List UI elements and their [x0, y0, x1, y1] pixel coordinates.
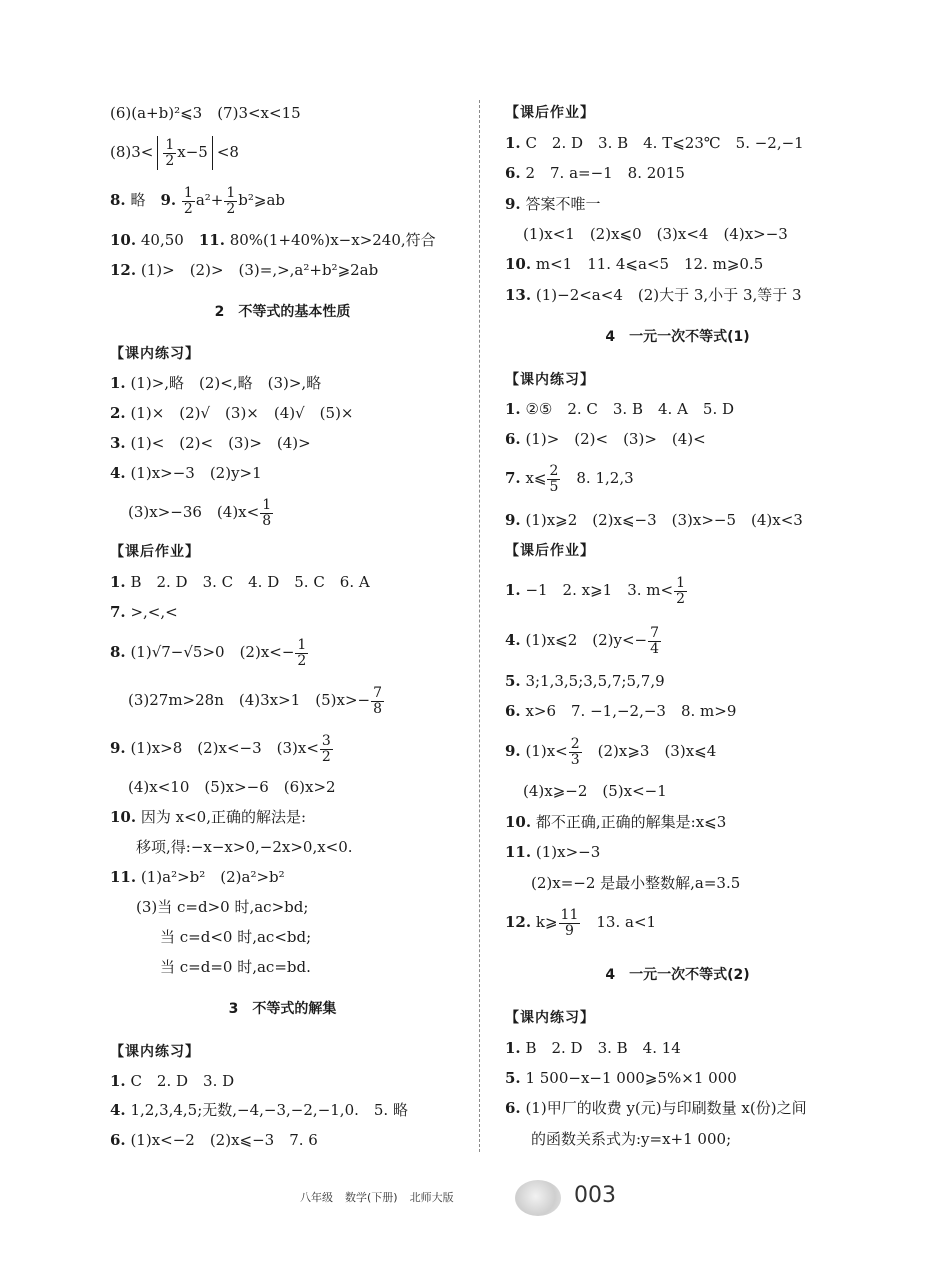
publisher-logo-icon [515, 1180, 561, 1216]
answer-line: 2. (1)× (2)√ (3)× (4)√ (5)× [110, 404, 354, 422]
footer-edition: 北师大版 [409, 1191, 454, 1204]
answer-line: 8. (1)√7−√5>0 (2)x<− $\frac{1}{2}$ [110, 636, 307, 669]
answer-line: (8)3< $\frac{1}{2}$ x−5 <8 [110, 136, 239, 169]
subsection-label: 【课内练习】 [110, 1044, 200, 1060]
answer-line: (4)x⩾−2 (5)x<−1 [523, 782, 667, 800]
answer-line: 1. ②⑤ 2. C 3. B 4. A 5. D [505, 400, 735, 418]
answer-line: 10. m<1 11. 4⩽a<5 12. m⩾0.5 [505, 255, 764, 273]
answer-line: (1)x<1 (2)x⩽0 (3)x<4 (4)x>−3 [523, 225, 788, 243]
answer-line: 9. (1)x< $\frac{2}{3}$ (2)x⩾3 (3)x⩽4 [505, 735, 717, 768]
answer-line: 当 c=d=0 时,ac=bd. [160, 958, 311, 976]
answer-line: (3)27m>28n (4)3x>1 (5)x>− $\frac{7}{8}$ [128, 684, 383, 717]
page-number: 003 [574, 1183, 616, 1208]
answer-line: 10. 因为 x<0,正确的解法是: [110, 808, 307, 826]
answer-line: 8. 略 9. $\frac{1}{2}$ a²+ $\frac{1}{2}$ b²⩾ab [110, 184, 286, 217]
answer-line: 4. (1)x⩽2 (2)y<− $\frac{7}{4}$ [505, 624, 660, 657]
footer-subject: 数学(下册) [345, 1191, 398, 1204]
answer-line: 9. 答案不唯一 [505, 195, 601, 213]
answer-line: 12. k⩾ $\frac{11}{9}$ 13. a<1 [505, 906, 657, 939]
answer-line: 5. 1 500−x−1 000⩾5%×1 000 [505, 1069, 737, 1087]
page-footer [0, 1180, 950, 1220]
answer-line: 1. B 2. D 3. B 4. 14 [505, 1039, 681, 1057]
subsection-label: 【课后作业】 [110, 544, 200, 560]
answer-line: 9. (1)x>8 (2)x<−3 (3)x< $\frac{3}{2}$ [110, 732, 331, 765]
answer-line: 1. C 2. D 3. D [110, 1072, 235, 1090]
footer-grade: 八年级 [300, 1191, 333, 1204]
answer-line: 10. 都不正确,正确的解集是:x⩽3 [505, 813, 727, 831]
answer-line: 5. 3;1,3,5;3,5,7;5,7,9 [505, 672, 665, 690]
answer-line: 10. 40,50 11. 80%(1+40%)x−x>240,符合 [110, 231, 436, 249]
answer-line: 4. 1,2,3,4,5;无数,−4,−3,−2,−1,0. 5. 略 [110, 1101, 408, 1119]
answer-line: 6. (1)> (2)< (3)> (4)< [505, 430, 706, 448]
section-title: 3 不等式的解集 [228, 1001, 337, 1017]
section-title: 4 一元一次不等式(2) [605, 967, 750, 983]
answer-line: (6)(a+b)²⩽3 (7)3<x<15 [110, 104, 301, 122]
answer-line: (3)x>−36 (4)x< $\frac{1}{8}$ [128, 496, 272, 529]
subsection-label: 【课内练习】 [505, 372, 595, 388]
column-divider [479, 100, 480, 1152]
answer-line: 1. B 2. D 3. C 4. D 5. C 6. A [110, 573, 370, 591]
answer-line: (3)当 c=d>0 时,ac>bd; [136, 898, 309, 916]
answer-line: 9. (1)x⩾2 (2)x⩽−3 (3)x>−5 (4)x<3 [505, 511, 803, 529]
answer-line: 1. C 2. D 3. B 4. T⩽23℃ 5. −2,−1 [505, 134, 804, 152]
answer-line: 6. 2 7. a=−1 8. 2015 [505, 164, 685, 182]
footer-text [300, 1189, 466, 1205]
section-title: 4 一元一次不等式(1) [605, 329, 750, 345]
answer-line: 12. (1)> (2)> (3)=,>,a²+b²⩾2ab [110, 261, 379, 279]
answer-line: 13. (1)−2<a<4 (2)大于 3,小于 3,等于 3 [505, 286, 802, 304]
subsection-label: 【课内练习】 [505, 1010, 595, 1026]
answer-line: 6. x>6 7. −1,−2,−3 8. m>9 [505, 702, 737, 720]
answer-line: 移项,得:−x−x>0,−2x>0,x<0. [136, 838, 353, 856]
answer-line: 3. (1)< (2)< (3)> (4)> [110, 434, 311, 452]
answer-line: 1. (1)>,略 (2)<,略 (3)>,略 [110, 374, 322, 392]
answer-line: 7. >,<,< [110, 603, 178, 621]
answer-line: 当 c=d<0 时,ac<bd; [160, 928, 312, 946]
answer-line: 1. −1 2. x⩾1 3. m< $\frac{1}{2}$ [505, 574, 685, 607]
subsection-label: 【课后作业】 [505, 543, 595, 559]
answer-line: 6. (1)x<−2 (2)x⩽−3 7. 6 [110, 1131, 318, 1149]
section-title: 2 不等式的基本性质 [214, 304, 351, 320]
answer-line: (2)x=−2 是最小整数解,a=3.5 [531, 874, 741, 892]
answer-line: 6. (1)甲厂的收费 y(元)与印刷数量 x(份)之间 [505, 1099, 807, 1117]
answer-line: 11. (1)a²>b² (2)a²>b² [110, 868, 285, 886]
answer-line: 的函数关系式为:y=x+1 000; [531, 1130, 732, 1148]
answer-line: 4. (1)x>−3 (2)y>1 [110, 464, 262, 482]
answer-line: (4)x<10 (5)x>−6 (6)x>2 [128, 778, 336, 796]
subsection-label: 【课后作业】 [505, 105, 595, 121]
answer-line: 7. x⩽ $\frac{2}{5}$ 8. 1,2,3 [505, 462, 634, 495]
answer-line: 11. (1)x>−3 [505, 843, 601, 861]
subsection-label: 【课内练习】 [110, 346, 200, 362]
